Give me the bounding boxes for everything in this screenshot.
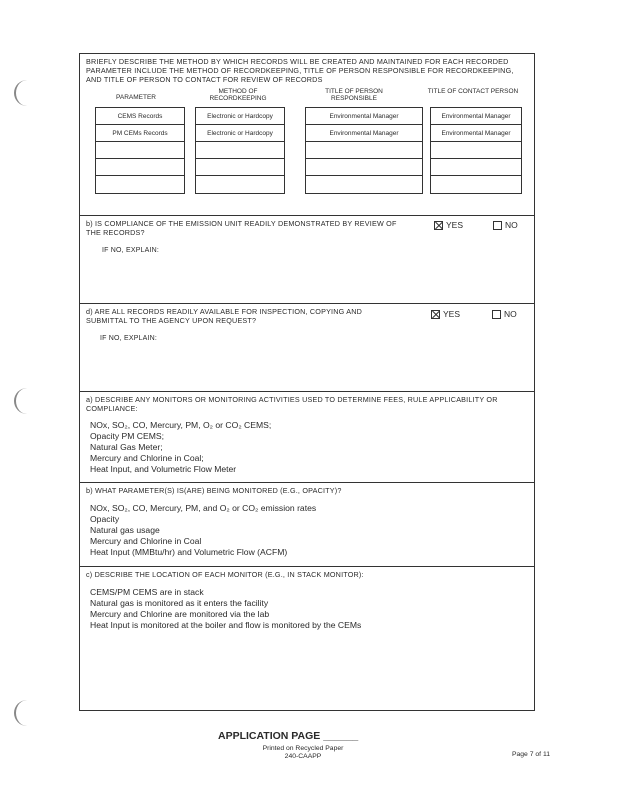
question-text: BRIEFLY DESCRIBE THE METHOD BY WHICH RECORDS WILL BE CREATED AND MAINTAINED FOR EACH RECORDED PARAMETER INCLUDE THE METHOD OF RECORDKEEPING, TITLE OF PERSON RESPONSIBLE FOR RECORDKEEPING, AND TITLE OF PERSON TO CONTACT FOR REVIEW OF RECORDS	[86, 57, 514, 84]
table-cell: PM CEMs Records	[96, 125, 184, 142]
answer-line: Mercury and Chlorine in Coal	[90, 536, 202, 546]
table-cell: CEMS Records	[96, 108, 184, 125]
table-cell	[196, 159, 284, 176]
answer-list	[90, 587, 361, 631]
answer-line: Natural gas usage	[90, 525, 160, 535]
table-cell	[431, 159, 521, 176]
question-text: a) DESCRIBE ANY MONITORS OR MONITORING ACTIVITIES USED TO DETERMINE FEES, RULE APPLICABILITY OR COMPLIANCE:	[86, 395, 498, 413]
checked-checkbox-icon[interactable]	[431, 310, 440, 319]
explain-label: IF NO, EXPLAIN:	[100, 335, 158, 342]
location-section	[80, 567, 534, 712]
answer-line: NOx, SO₂, CO, Mercury, PM, and O₂ or CO₂ emission rates	[90, 503, 317, 513]
table-cell	[96, 176, 184, 193]
table-cell	[306, 176, 422, 193]
question-text: b) IS COMPLIANCE OF THE EMISSION UNIT READILY DEMONSTRATED BY REVIEW OF THE RECORDS?	[86, 219, 397, 237]
no-label: NO	[505, 220, 518, 230]
answer-list	[90, 503, 316, 558]
answer-list	[90, 420, 271, 475]
table-cell	[431, 142, 521, 159]
table-cell: Environmental Manager	[431, 125, 521, 142]
answer-line: Heat Input is monitored at the boiler and flow is monitored by the CEMs	[90, 620, 362, 630]
table-cell	[196, 142, 284, 159]
column-header-method: METHOD OF RECORDKEEPING	[209, 88, 267, 102]
table-cell	[306, 142, 422, 159]
compliance-section	[80, 216, 534, 304]
application-page-label	[218, 730, 398, 742]
answer-line: Mercury and Chlorine in Coal;	[90, 453, 204, 463]
answer-line: Heat Input, and Volumetric Flow Meter	[90, 464, 237, 474]
table-column-person-responsible	[305, 107, 423, 194]
binder-hole-mark	[14, 388, 30, 414]
table-column-method	[195, 107, 285, 194]
table-cell: Environmental Manager	[431, 108, 521, 125]
checkbox-icon[interactable]	[493, 221, 502, 230]
answer-line: NOx, SO₂, CO, Mercury, PM, O₂ or CO₂ CEMS;	[90, 420, 272, 430]
question-text: b) WHAT PARAMETER(S) IS(ARE) BEING MONITORED (E.G., OPACITY)?	[86, 486, 342, 495]
question-text: d) ARE ALL RECORDS READILY AVAILABLE FOR INSPECTION, COPYING AND SUBMITTAL TO THE AGENCY UPON REQUEST?	[86, 307, 363, 325]
answer-line: Opacity PM CEMS;	[90, 431, 165, 441]
column-header-parameter: PARAMETER	[116, 94, 156, 101]
table-cell: Electronic or Hardcopy	[196, 108, 284, 125]
yes-option[interactable]	[431, 309, 460, 319]
monitors-section	[80, 392, 534, 483]
application-form	[79, 53, 535, 711]
no-option[interactable]	[492, 309, 517, 319]
no-option[interactable]	[493, 220, 518, 230]
answer-line: Mercury and Chlorine are monitored via the lab	[90, 609, 270, 619]
table-cell: Environmental Manager	[306, 108, 422, 125]
checked-checkbox-icon[interactable]	[434, 221, 443, 230]
binder-hole-mark	[14, 700, 30, 726]
no-label: NO	[504, 309, 517, 319]
table-column-contact-person	[430, 107, 522, 194]
table-cell	[96, 159, 184, 176]
answer-line: Opacity	[90, 514, 120, 524]
yes-label: YES	[446, 220, 464, 230]
column-header-person-responsible: TITLE OF PERSON RESPONSIBLE	[325, 88, 383, 102]
table-cell	[306, 159, 422, 176]
answer-line: Natural gas is monitored as it enters the facility	[90, 598, 269, 608]
answer-line: CEMS/PM CEMS are in stack	[90, 587, 204, 597]
table-cell	[196, 176, 284, 193]
footer-title: APPLICATION PAGE	[218, 730, 321, 742]
form-number: 240-CAAPP	[284, 753, 322, 760]
answer-line: Heat Input (MMBtu/hr) and Volumetric Flow (ACFM)	[90, 547, 288, 557]
table-cell: Electronic or Hardcopy	[196, 125, 284, 142]
binder-hole-mark	[14, 80, 30, 106]
column-header-contact-person: TITLE OF CONTACT PERSON	[427, 88, 519, 95]
table-cell: Environmental Manager	[306, 125, 422, 142]
page-number-blank: ______	[323, 730, 359, 742]
recycled-paper-note: Printed on Recycled Paper	[262, 745, 344, 752]
yes-label: YES	[443, 309, 461, 319]
checkbox-icon[interactable]	[492, 310, 501, 319]
page-count: Page 7 of 11	[511, 751, 550, 758]
question-text: c) DESCRIBE THE LOCATION OF EACH MONITOR (E.G., IN STACK MONITOR):	[86, 570, 364, 579]
yes-option[interactable]	[434, 220, 463, 230]
records-available-section	[80, 304, 534, 392]
explain-label: IF NO, EXPLAIN:	[102, 247, 160, 254]
parameters-section	[80, 483, 534, 567]
recordkeeping-section	[80, 54, 534, 216]
table-cell	[431, 176, 521, 193]
answer-line: Natural Gas Meter;	[90, 442, 163, 452]
table-cell	[96, 142, 184, 159]
table-column-parameter	[95, 107, 185, 194]
